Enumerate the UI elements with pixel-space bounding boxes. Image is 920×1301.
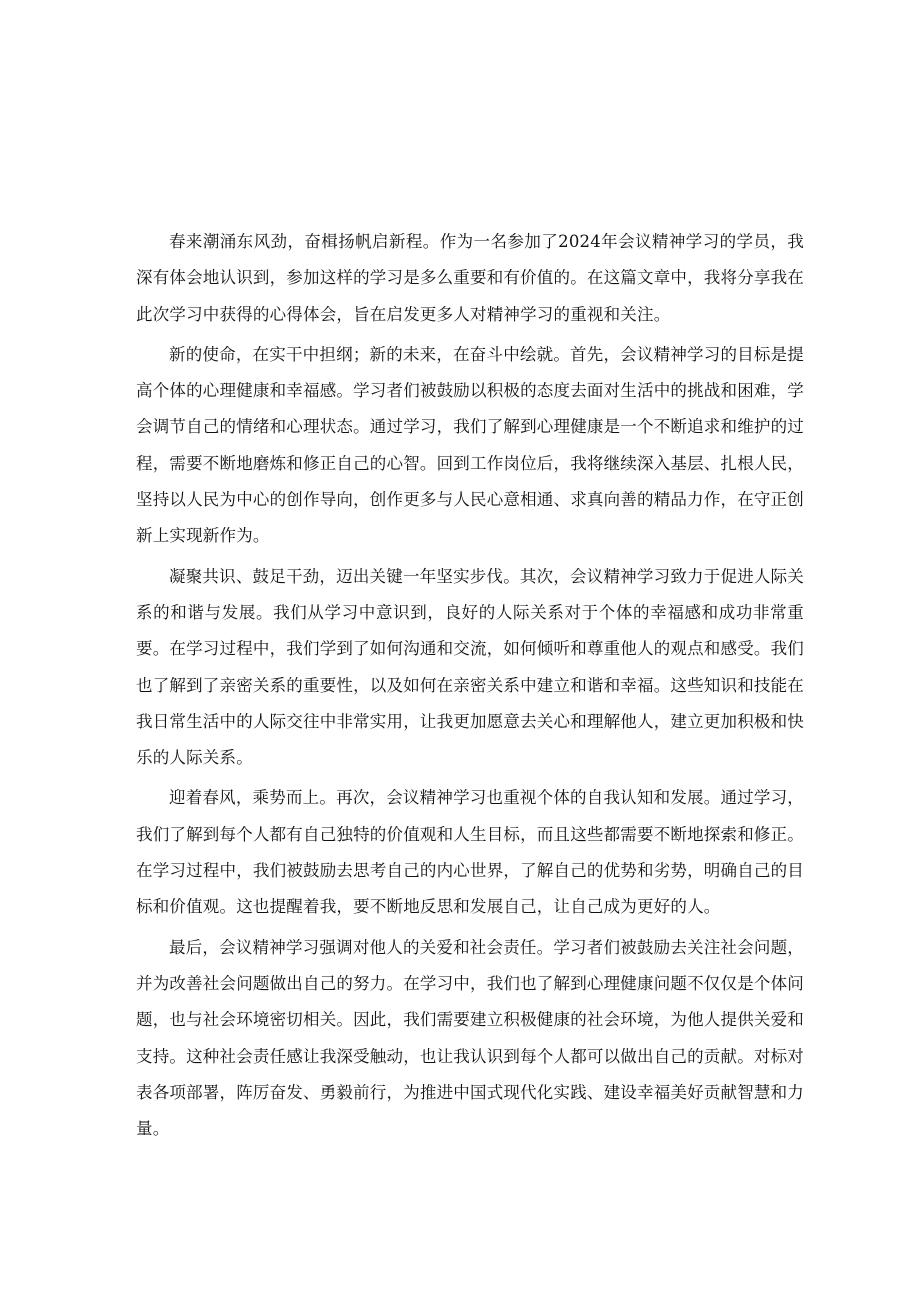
paragraph-2: 新的使命，在实干中担纲；新的未来，在奋斗中绘就。首先，会议精神学习的目标是提高个体的心理健康和幸福感。学习者们被鼓励以积极的态度去面对生活中的挑战和困难，学会调节自己的情绪和心理状态。通过学习，我们了解到心理健康是一个不断追求和维护的过程，需要不断地磨炼和修正自己的心智。回到工作岗位后，我将继续深入基层、扎根人民，坚持以人民为中心的创作导向，创作更多与人民心意相通、求真向善的精品力作，在守正创新上实现新作为。 bbox=[136, 344, 804, 546]
paragraph-5: 最后，会议精神学习强调对他人的关爱和社会责任。学习者们被鼓励去关注社会问题，并为改善社会问题做出自己的努力。在学习中，我们也了解到心理健康问题不仅仅是个体问题，也与社会环境密切相关。因此，我们需要建立积极健康的社会环境，为他人提供关爱和支持。这种社会责任感让我深受触动，也让我认识到每个人都可以做出自己的贡献。对标对表各项部署，阵厉奋发、勇毅前行，为推进中国式现代化实践、建设幸福美好贡献智慧和力量。 bbox=[136, 937, 804, 1139]
paragraph-1: 春来潮涌东风劲，奋楫扬帆启新程。作为一名参加了2024年会议精神学习的学员，我深有体会地认识到，参加这样的学习是多么重要和有价值的。在这篇文章中，我将分享我在此次学习中获得的心得体会，旨在启发更多人对精神学习的重视和关注。 bbox=[136, 232, 804, 324]
paragraph-3: 凝聚共识、鼓足干劲，迈出关键一年坚实步伐。其次，会议精神学习致力于促进人际关系的和谐与发展。我们从学习中意识到，良好的人际关系对于个体的幸福感和成功非常重要。在学习过程中，我们学到了如何沟通和交流，如何倾听和尊重他人的观点和感受。我们也了解到了亲密关系的重要性，以及如何在亲密关系中建立和谐和幸福。这些知识和技能在我日常生活中的人际交往中非常实用，让我更加愿意去关心和理解他人，建立更加积极和快乐的人际关系。 bbox=[136, 566, 804, 768]
paragraph-4: 迎着春风，乘势而上。再次，会议精神学习也重视个体的自我认知和发展。通过学习，我们了解到每个人都有自己独特的价值观和人生目标，而且这些都需要不断地探索和修正。在学习过程中，我们被鼓励去思考自己的内心世界，了解自己的优势和劣势，明确自己的目标和价值观。这也提醒着我，要不断地反思和发展自己，让自己成为更好的人。 bbox=[136, 788, 804, 917]
article-body bbox=[136, 224, 804, 1151]
